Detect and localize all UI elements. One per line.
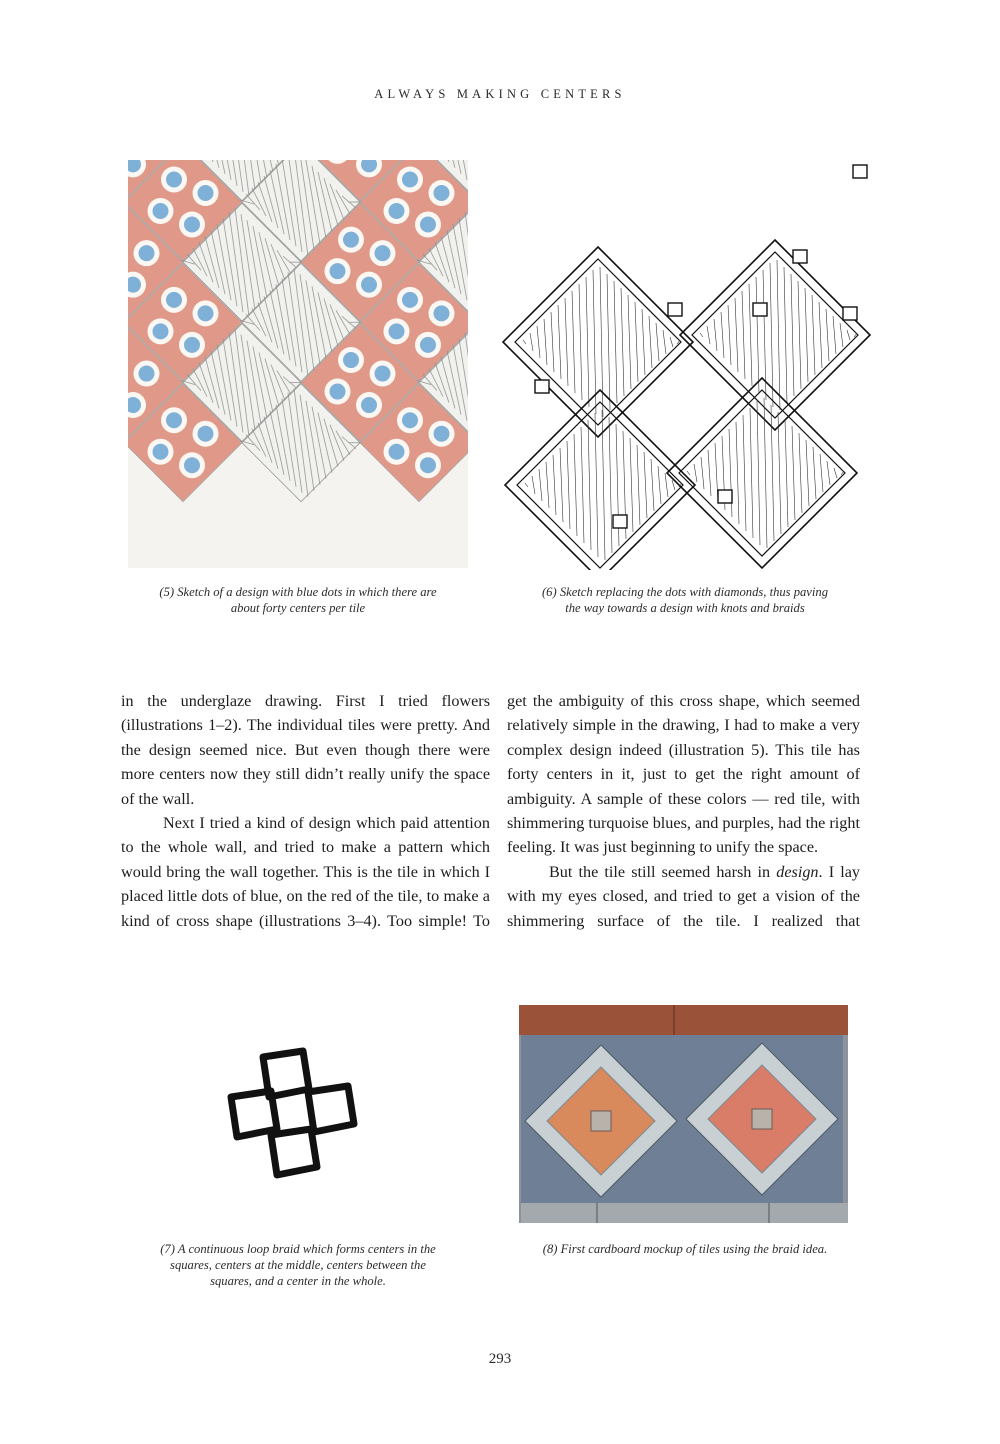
blue-dot bbox=[139, 366, 155, 382]
body-right-column bbox=[507, 689, 860, 933]
inner-diamond bbox=[515, 259, 681, 425]
blue-dot bbox=[375, 366, 391, 382]
blue-dot bbox=[420, 337, 436, 353]
page-number: 293 bbox=[488, 1351, 512, 1367]
blue-dot bbox=[153, 444, 169, 460]
terracotta-band bbox=[519, 1005, 848, 1035]
figure-6-caption-line-1: (6) Sketch replacing the dots with diamonds, thus paving bbox=[541, 585, 828, 599]
p2-text-before: But the tile still seemed harsh in bbox=[549, 862, 777, 881]
braid-loop bbox=[271, 1129, 317, 1175]
blue-dot bbox=[402, 292, 418, 308]
figure-7-caption bbox=[118, 1241, 478, 1289]
knot-square bbox=[535, 380, 549, 393]
blue-dot bbox=[361, 277, 377, 293]
figure-7-caption-line-2: squares, centers at the middle, centers between the bbox=[170, 1258, 426, 1272]
blue-dot bbox=[389, 203, 405, 219]
blue-dot bbox=[389, 444, 405, 460]
blue-dot bbox=[330, 263, 346, 279]
blue-dot bbox=[198, 305, 214, 321]
body-left-paragraph-1: in the underglaze drawing. First I tried flowers (illustrations 1–2). The individual tiles were pretty. And the design seemed nice. But even though there were more centers now they still didn’t really unify the space of the wall. bbox=[121, 692, 490, 808]
blue-dot bbox=[343, 352, 359, 368]
figure-6-ink-sketch bbox=[470, 160, 900, 570]
blue-dot bbox=[375, 245, 391, 261]
figure-7-caption-line-1: (7) A continuous loop braid which forms centers in the bbox=[160, 1242, 436, 1256]
figure-8-caption bbox=[490, 1241, 880, 1257]
blue-dot bbox=[153, 323, 169, 339]
knot-square bbox=[668, 303, 682, 316]
braid-loop bbox=[308, 1086, 354, 1132]
figure-6-caption bbox=[490, 584, 880, 616]
braid-motif bbox=[752, 1109, 772, 1129]
blue-dot bbox=[402, 172, 418, 188]
knot-square bbox=[843, 307, 857, 320]
knot-square bbox=[753, 303, 767, 316]
blue-dot bbox=[343, 232, 359, 248]
blue-dot bbox=[389, 323, 405, 339]
blue-dot bbox=[198, 426, 214, 442]
ink-hatching bbox=[523, 267, 680, 417]
knot-square bbox=[718, 490, 732, 503]
inner-diamond bbox=[517, 402, 683, 568]
figure-5-watercolor-sketch bbox=[128, 160, 468, 568]
figure-5-caption bbox=[118, 584, 478, 616]
blue-dot bbox=[402, 412, 418, 428]
figure-6-caption-line-2: the way towards a design with knots and braids bbox=[565, 601, 805, 615]
blue-dot bbox=[361, 397, 377, 413]
tile-grid bbox=[128, 160, 468, 502]
figure-5-caption-line-2: about forty centers per tile bbox=[230, 601, 366, 615]
blue-dot bbox=[153, 203, 169, 219]
stone-base bbox=[521, 1203, 848, 1223]
blue-dot bbox=[198, 185, 214, 201]
blue-dot bbox=[166, 292, 182, 308]
figure-8-caption-line-1: (8) First cardboard mockup of tiles using the braid idea. bbox=[542, 1242, 828, 1256]
inner-diamond bbox=[679, 390, 845, 556]
knot-square bbox=[613, 515, 627, 528]
body-right-paragraph-2 bbox=[507, 860, 860, 933]
p2-text-after: . I lay with my eyes closed, and tried to get a vision of the shimmering surface of the tile. I realized that bbox=[507, 862, 860, 930]
blue-dot bbox=[434, 185, 450, 201]
body-left-paragraph-2: Next I tried a kind of design which paid attention to the whole wall, and tried to make a pattern which would bring the wall together. This is the tile in which I placed little dots of blue, on the red of the tile, to make a kind of cross shape (illustrations 3–4). Too simple! To bbox=[121, 814, 490, 930]
ink-hatching bbox=[700, 260, 857, 410]
figure-5-caption-line-1: (5) Sketch of a design with blue dots in which there are bbox=[159, 585, 437, 599]
blue-dot bbox=[139, 245, 155, 261]
blue-dot bbox=[434, 426, 450, 442]
body-left-column bbox=[121, 689, 490, 933]
blue-dot bbox=[166, 412, 182, 428]
inner-diamond bbox=[692, 252, 858, 418]
figure-8-cardboard-mockup-photo bbox=[519, 1005, 848, 1223]
outer-diamond bbox=[505, 390, 695, 570]
blue-dot bbox=[420, 217, 436, 233]
blue-dot bbox=[166, 172, 182, 188]
blue-dot bbox=[184, 337, 200, 353]
figure-7-caption-line-3: squares, and a center in the whole. bbox=[210, 1274, 386, 1288]
blue-dot bbox=[330, 384, 346, 400]
blue-dot bbox=[184, 217, 200, 233]
blue-dot bbox=[184, 457, 200, 473]
braid-motif bbox=[591, 1111, 611, 1131]
knot-square bbox=[853, 165, 867, 178]
p2-emphasis: design bbox=[776, 862, 819, 881]
braid-loop bbox=[231, 1091, 277, 1137]
running-head: ALWAYS MAKING CENTERS bbox=[374, 87, 626, 101]
figure-7-loop-braid bbox=[225, 1035, 375, 1190]
blue-dot bbox=[420, 457, 436, 473]
blue-dot bbox=[434, 305, 450, 321]
knot-square bbox=[793, 250, 807, 263]
body-right-paragraph-1: get the ambiguity of this cross shape, which seemed relatively simple in the drawing, I had to make a very complex design indeed (illustration 5). This tile has forty centers in it, just to get the right amount of ambiguity. A sample of these colors — red tile, with shimmering turquoise blues, and purples, had the right feeling. It was just beginning to unify the space. bbox=[507, 692, 860, 857]
